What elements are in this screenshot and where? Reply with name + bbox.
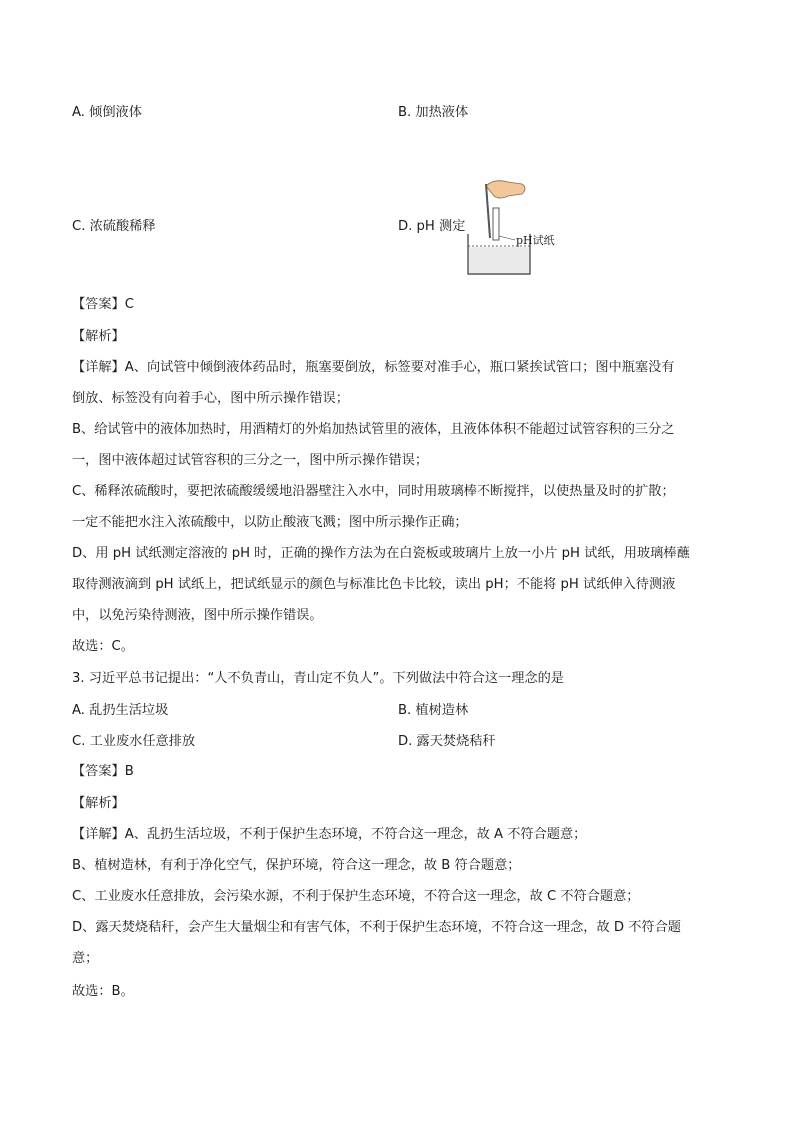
q2-option-d: D. pH 测定 (398, 219, 466, 234)
q2-detail-line: 【详解】A、向试管中倾倒液体药品时，瓶塞要倒放，标签要对准手心，瓶口紧挨试管口；图中瓶塞没有 (72, 360, 675, 375)
q3-detail-line: D、露天焚烧秸秆，会产生大量烟尘和有害气体，不利于保护生态环境，不符合这一理念，故 D 不符合题 (72, 920, 681, 935)
q3-detail-line: B、植树造林，有利于净化空气，保护环境，符合这一理念，故 B 符合题意； (72, 858, 521, 873)
q3-detail-line: 意； (72, 951, 99, 966)
q2-detail-line: 一，图中液体超过试管容积的三分之一，图中所示操作错误； (72, 453, 429, 468)
q3-option-c: C. 工业废水任意排放 (72, 734, 196, 749)
q3-option-a: A. 乱扔生活垃圾 (72, 703, 169, 718)
q3-conclusion: 故选：B。 (72, 984, 134, 999)
q2-option-b: B. 加热液体 (398, 105, 469, 120)
q3-question: 3. 习近平总书记提出：“人不负青山，青山定不负人”。下列做法中符合这一理念的是 (72, 671, 564, 686)
q2-option-a: A. 倾倒液体 (72, 105, 142, 120)
q3-detail-line: 【详解】A、乱扔生活垃圾，不利于保护生态环境，不符合这一理念，故 A 不符合题意； (72, 827, 587, 842)
q3-option-d: D. 露天焚烧秸秆 (398, 734, 496, 749)
q2-option-c: C. 浓硫酸稀释 (72, 219, 156, 234)
q2-detail-line: C、稀释浓硫酸时，要把浓硫酸缓缓地沿器壁注入水中，同时用玻璃棒不断搅拌，以使热量及时的扩散； (72, 484, 675, 499)
q2-answer: 【答案】C (72, 297, 134, 312)
q3-answer: 【答案】B (72, 764, 134, 779)
glass-rod (486, 184, 490, 238)
ph-strip-label: pH试纸 (516, 234, 555, 247)
q3-analysis-heading: 【解析】 (72, 796, 125, 811)
hand-shape (486, 181, 525, 198)
q2-analysis-heading: 【解析】 (72, 329, 125, 344)
q2-detail-line: 一定不能把水注入浓硫酸中，以防止酸液飞溅；图中所示操作正确； (72, 515, 468, 530)
ph-test-illustration (460, 178, 560, 278)
ph-strip-shape (493, 208, 499, 240)
q2-detail-line: 中，以免污染待测液，图中所示操作错误。 (72, 608, 323, 623)
label-pointer (499, 236, 515, 240)
q2-detail-line: B、给试管中的液体加热时，用酒精灯的外焰加热试管里的液体，且液体体积不能超过试管容积的三分之 (72, 422, 675, 437)
q2-detail-line: 倒放、标签没有向着手心，图中所示操作错误； (72, 391, 349, 406)
q2-detail-line: D、用 pH 试纸测定溶液的 pH 时，正确的操作方法为在白瓷板或玻璃片上放一小片 pH 试纸，用玻璃棒蘸 (72, 546, 690, 561)
q3-detail-line: C、工业废水任意排放，会污染水源，不利于保护生态环境，不符合这一理念，故 C 不符合题意； (72, 889, 640, 904)
liquid-fill (469, 247, 529, 273)
q3-option-b: B. 植树造林 (398, 703, 469, 718)
ph-test-figure (460, 178, 560, 278)
q2-detail-line: 取待测液滴到 pH 试纸上，把试纸显示的颜色与标准比色卡比较，读出 pH；不能将 pH 试纸伸入待测液 (72, 577, 676, 592)
q2-conclusion: 故选：C。 (72, 639, 134, 654)
